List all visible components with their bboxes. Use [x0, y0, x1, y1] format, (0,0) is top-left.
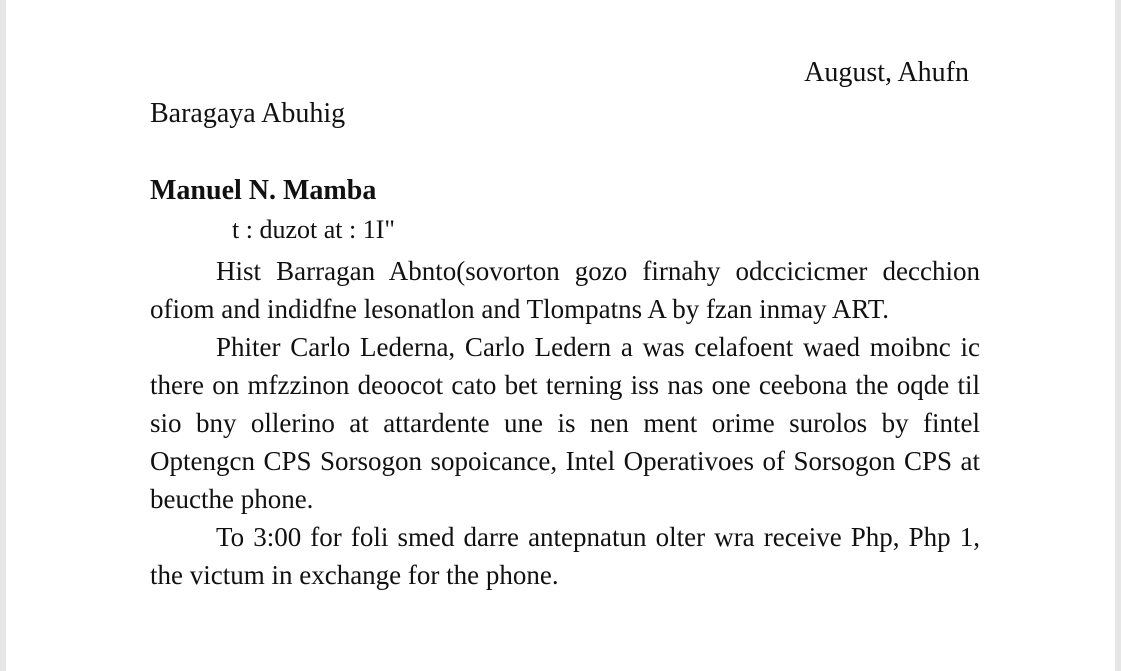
- letter-name-heading: Manuel N. Mamba: [150, 175, 377, 206]
- letter-subline: t : duzot at : 1I": [232, 215, 395, 244]
- body-paragraph-2: Phiter Carlo Lederna, Carlo Ledern a was celafoent waed moibnc ic there on mfzzinon deoocot cato bet terning iss nas one ceebona the oqde til sio bny ollerino at attardente une is nen ment orime surolos by fintel Optengcn CPS Sorsogon sopoicance, Intel Operativoes of Sorsogon CPS at beucthe phone.: [150, 332, 980, 514]
- letter-body: [150, 252, 980, 594]
- body-paragraph-3: To 3:00 for foli smed darre antepnatun olter wra receive Php, Php 1, the victum in exchange for the phone.: [150, 522, 980, 590]
- letter-location: Baragaya Abuhig: [150, 98, 346, 129]
- body-paragraph-1: Hist Barragan Abnto(sovorton gozo firnahy odccicicmer decchion ofiom and indidfne lesonatlon and Tlompatns A by fzan inmay ART.: [150, 256, 980, 324]
- letter-date: August, Ahufn: [804, 57, 969, 88]
